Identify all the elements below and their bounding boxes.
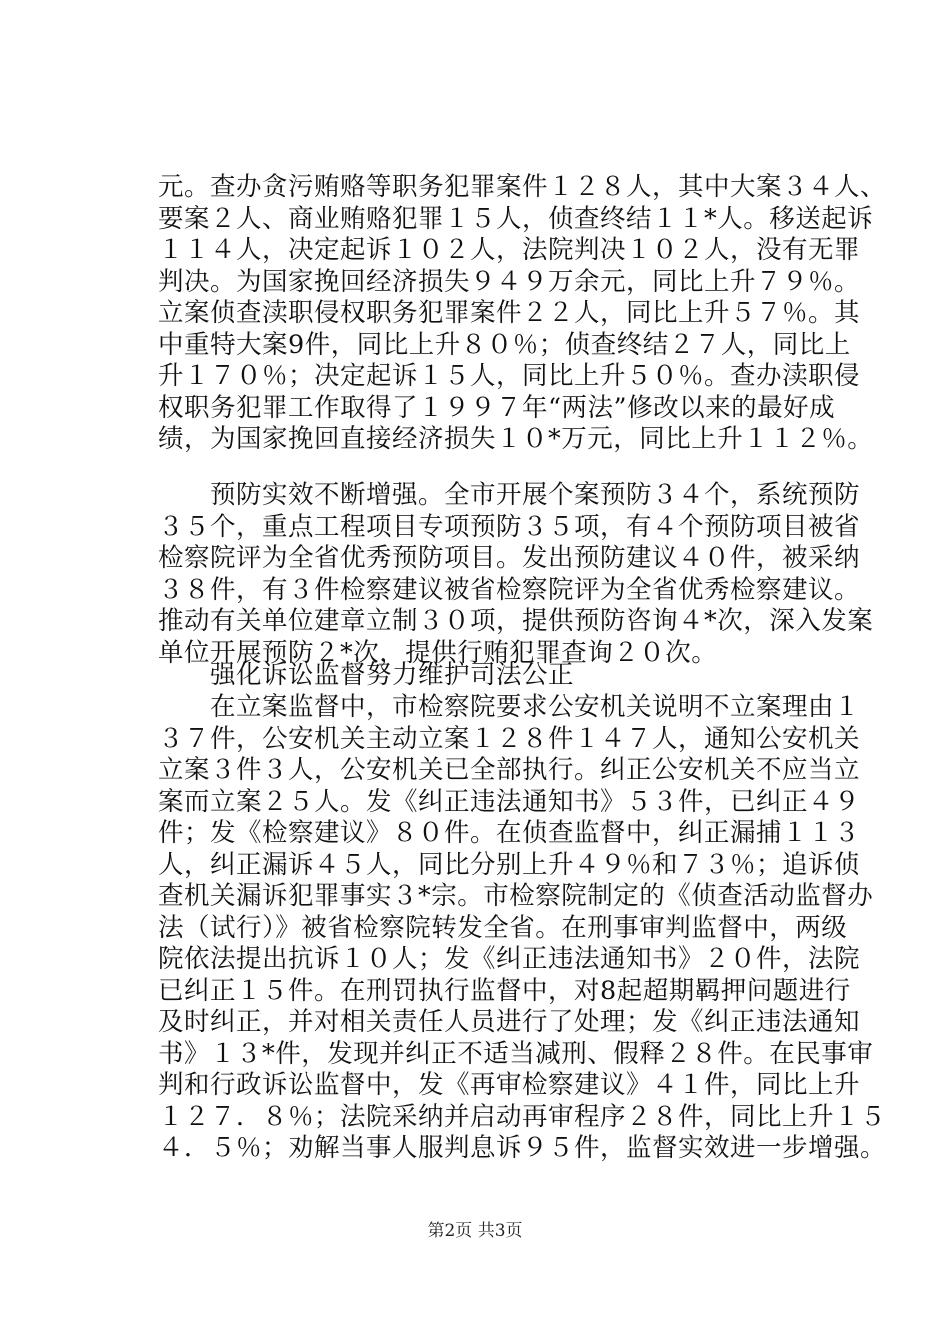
text-line: 判决。为国家挽回经济损失９４９万余元，同比上升７９％。 bbox=[158, 266, 861, 297]
text-line: 件；发《检察建议》８０件。在侦查监督中，纠正漏捕１１３ bbox=[158, 818, 861, 848]
text-line: 绩，为国家挽回直接经济损失１０*万元，同比上升１１２％。 bbox=[158, 424, 874, 454]
text-line: 立案侦查渎职侵权职务犯罪案件２２人，同比上升５７％。其 bbox=[158, 298, 861, 328]
paragraph-litigation-supervision bbox=[158, 692, 887, 1165]
text-line: 检察院评为全省优秀预防项目。发出预防建议４０件，被采纳 bbox=[158, 543, 861, 573]
text-line: 升１７０％；决定起诉１５人，同比上升５０％。查办渎职侵 bbox=[158, 361, 861, 391]
text-line: １１４人，决定起诉１０２人，法院判决１０２人，没有无罪 bbox=[158, 235, 861, 265]
text-line: 已纠正１５件。在刑罚执行监督中，对8起超期羁押问题进行 bbox=[158, 975, 851, 1006]
text-line: 及时纠正，并对相关责任人员进行了处理；发《纠正违法通知 bbox=[158, 1007, 861, 1037]
text-line: １２７．８％；法院采纳并启动再审程序２８件，同比上升１５ bbox=[158, 1101, 887, 1132]
text-line: ３５个，重点工程项目专项预防３５项，有４个预防项目被省 bbox=[158, 511, 861, 542]
text-line: 立案３件３人，公安机关已全部执行。纠正公安机关不应当立 bbox=[158, 755, 861, 785]
section-heading-text: 强化诉讼监督努力维护司法公正 bbox=[158, 660, 575, 690]
text-line: 院依法提出抗诉１０人；发《纠正违法通知书》２０件，法院 bbox=[158, 944, 861, 974]
text-line: 预防实效不断增强。全市开展个案预防３４个，系统预防 bbox=[158, 480, 861, 510]
text-line: ３８件，有３件检察建议被省检察院评为全省优秀检察建议。 bbox=[158, 574, 861, 605]
text-line: ４．５％；劝解当事人服判息诉９５件，监督实效进一步增强。 bbox=[158, 1133, 887, 1163]
paragraph-investigation bbox=[158, 172, 887, 456]
text-line: 要案２人、商业贿赂犯罪１５人，侦查终结１１*人。移送起诉 bbox=[158, 203, 874, 234]
text-line: 人，纠正漏诉４５人，同比分别上升４９％和７３％；追诉侦 bbox=[158, 849, 861, 880]
text-line: 权职务犯罪工作取得了１９９７年“两法”修改以来的最好成 bbox=[158, 392, 836, 423]
text-line: 书》１３*件，发现并纠正不适当减刑、假释２８件。在民事审 bbox=[158, 1038, 874, 1069]
text-line: 元。查办贪污贿赂等职务犯罪案件１２８人，其中大案３４人、 bbox=[158, 172, 887, 202]
text-line: 查机关漏诉犯罪事实３*宗。市检察院制定的《侦查活动监督办 bbox=[158, 881, 874, 911]
text-line: 推动有关单位建章立制３０项，提供预防咨询４*次，深入发案 bbox=[158, 606, 874, 636]
text-line: 案而立案２５人。发《纠正违法通知书》５３件，已纠正４９ bbox=[158, 786, 861, 817]
text-line: 判和行政诉讼监督中，发《再审检察建议》４１件，同比上升 bbox=[158, 1070, 861, 1100]
text-line: ３７件，公安机关主动立案１２８件１４７人，通知公安机关 bbox=[158, 723, 861, 754]
paragraph-prevention bbox=[158, 480, 874, 669]
text-line: 单位开展预防２*次，提供行贿犯罪查询２０次。 bbox=[158, 637, 718, 668]
text-line: 中重特大案9件，同比上升８０％；侦查终结２７人，同比上 bbox=[158, 329, 851, 360]
text-line: 法（试行）》被省检察院转发全省。在刑事审判监督中，两级 bbox=[158, 912, 848, 943]
text-line: 在立案监督中，市检察院要求公安机关说明不立案理由１ bbox=[158, 692, 861, 722]
section-heading bbox=[158, 660, 838, 692]
page-number-footer: 第2页 共3页 bbox=[427, 1221, 523, 1241]
